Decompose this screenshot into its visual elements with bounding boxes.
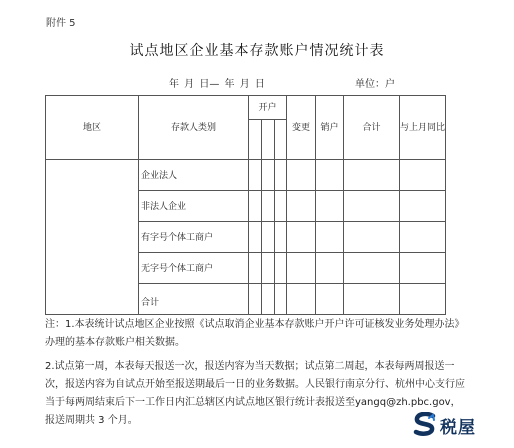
cell xyxy=(316,284,344,315)
cell xyxy=(316,253,344,284)
table-row xyxy=(46,160,446,191)
row-label: 非法人企业 xyxy=(139,191,249,222)
header-open-sub-2 xyxy=(262,120,275,160)
cell xyxy=(275,222,287,253)
cell xyxy=(316,191,344,222)
note-2: 2.试点第一周，本表每天报送一次，报送内容为当天数据；试点第二周起，本表每两周报送一次，报送内容为自试点开始至报送期最后一日的业务数据。人民银行南京分行、杭州中心支行应当于每两周结束后下一工作日内汇总辖区内试点地区银行统计表报送至yangq@zh.pbc.gov，报送周期共 3 个月。 xyxy=(45,361,465,426)
cell xyxy=(262,160,275,191)
cell xyxy=(344,191,400,222)
cell xyxy=(344,222,400,253)
cell xyxy=(400,284,446,315)
logo-s-icon xyxy=(412,412,438,436)
cell xyxy=(287,253,316,284)
header-region: 地区 xyxy=(46,96,139,160)
cell xyxy=(249,284,262,315)
header-open: 开户 xyxy=(249,96,287,120)
document-title: 试点地区企业基本存款账户情况统计表 xyxy=(129,43,385,59)
header-close: 销户 xyxy=(316,96,344,160)
header-total: 合计 xyxy=(344,96,400,160)
header-yoy: 与上月同比 xyxy=(400,96,446,160)
statistics-table xyxy=(45,95,446,315)
header-open-sub-1 xyxy=(249,120,262,160)
region-cell xyxy=(46,160,139,315)
date-range: 年 月 日— 年 月 日 xyxy=(169,79,265,90)
cell xyxy=(287,284,316,315)
cell xyxy=(249,253,262,284)
header-change: 变更 xyxy=(287,96,316,160)
note-1: 注：1.本表统计试点地区企业按照《试点取消企业基本存款账户开户许可证核发业务处理办法》办理的基本存款账户相关数据。 xyxy=(45,319,465,348)
cell xyxy=(287,222,316,253)
cell xyxy=(275,160,287,191)
row-label: 企业法人 xyxy=(139,160,249,191)
header-depositor-type: 存款人类别 xyxy=(139,96,249,160)
cell xyxy=(249,222,262,253)
cell xyxy=(400,191,446,222)
row-label: 合计 xyxy=(139,284,249,315)
cell xyxy=(316,160,344,191)
cell xyxy=(344,284,400,315)
cell xyxy=(344,253,400,284)
row-label: 无字号个体工商户 xyxy=(139,253,249,284)
cell xyxy=(400,253,446,284)
cell xyxy=(249,160,262,191)
row-label: 有字号个体工商户 xyxy=(139,222,249,253)
cell xyxy=(287,160,316,191)
unit-label: 单位：户 xyxy=(355,79,395,90)
header-open-sub-3 xyxy=(275,120,287,160)
cell xyxy=(262,191,275,222)
cell xyxy=(400,160,446,191)
notes-section xyxy=(45,316,465,430)
cell xyxy=(249,191,262,222)
cell xyxy=(316,222,344,253)
cell xyxy=(275,191,287,222)
cell xyxy=(287,191,316,222)
logo-text: 税屋 xyxy=(440,418,476,438)
cell xyxy=(275,253,287,284)
cell xyxy=(275,284,287,315)
attachment-label: 附件 5 xyxy=(46,18,76,29)
cell xyxy=(400,222,446,253)
cell xyxy=(262,222,275,253)
cell xyxy=(344,160,400,191)
watermark-logo xyxy=(412,410,504,438)
cell xyxy=(262,253,275,284)
cell xyxy=(262,284,275,315)
